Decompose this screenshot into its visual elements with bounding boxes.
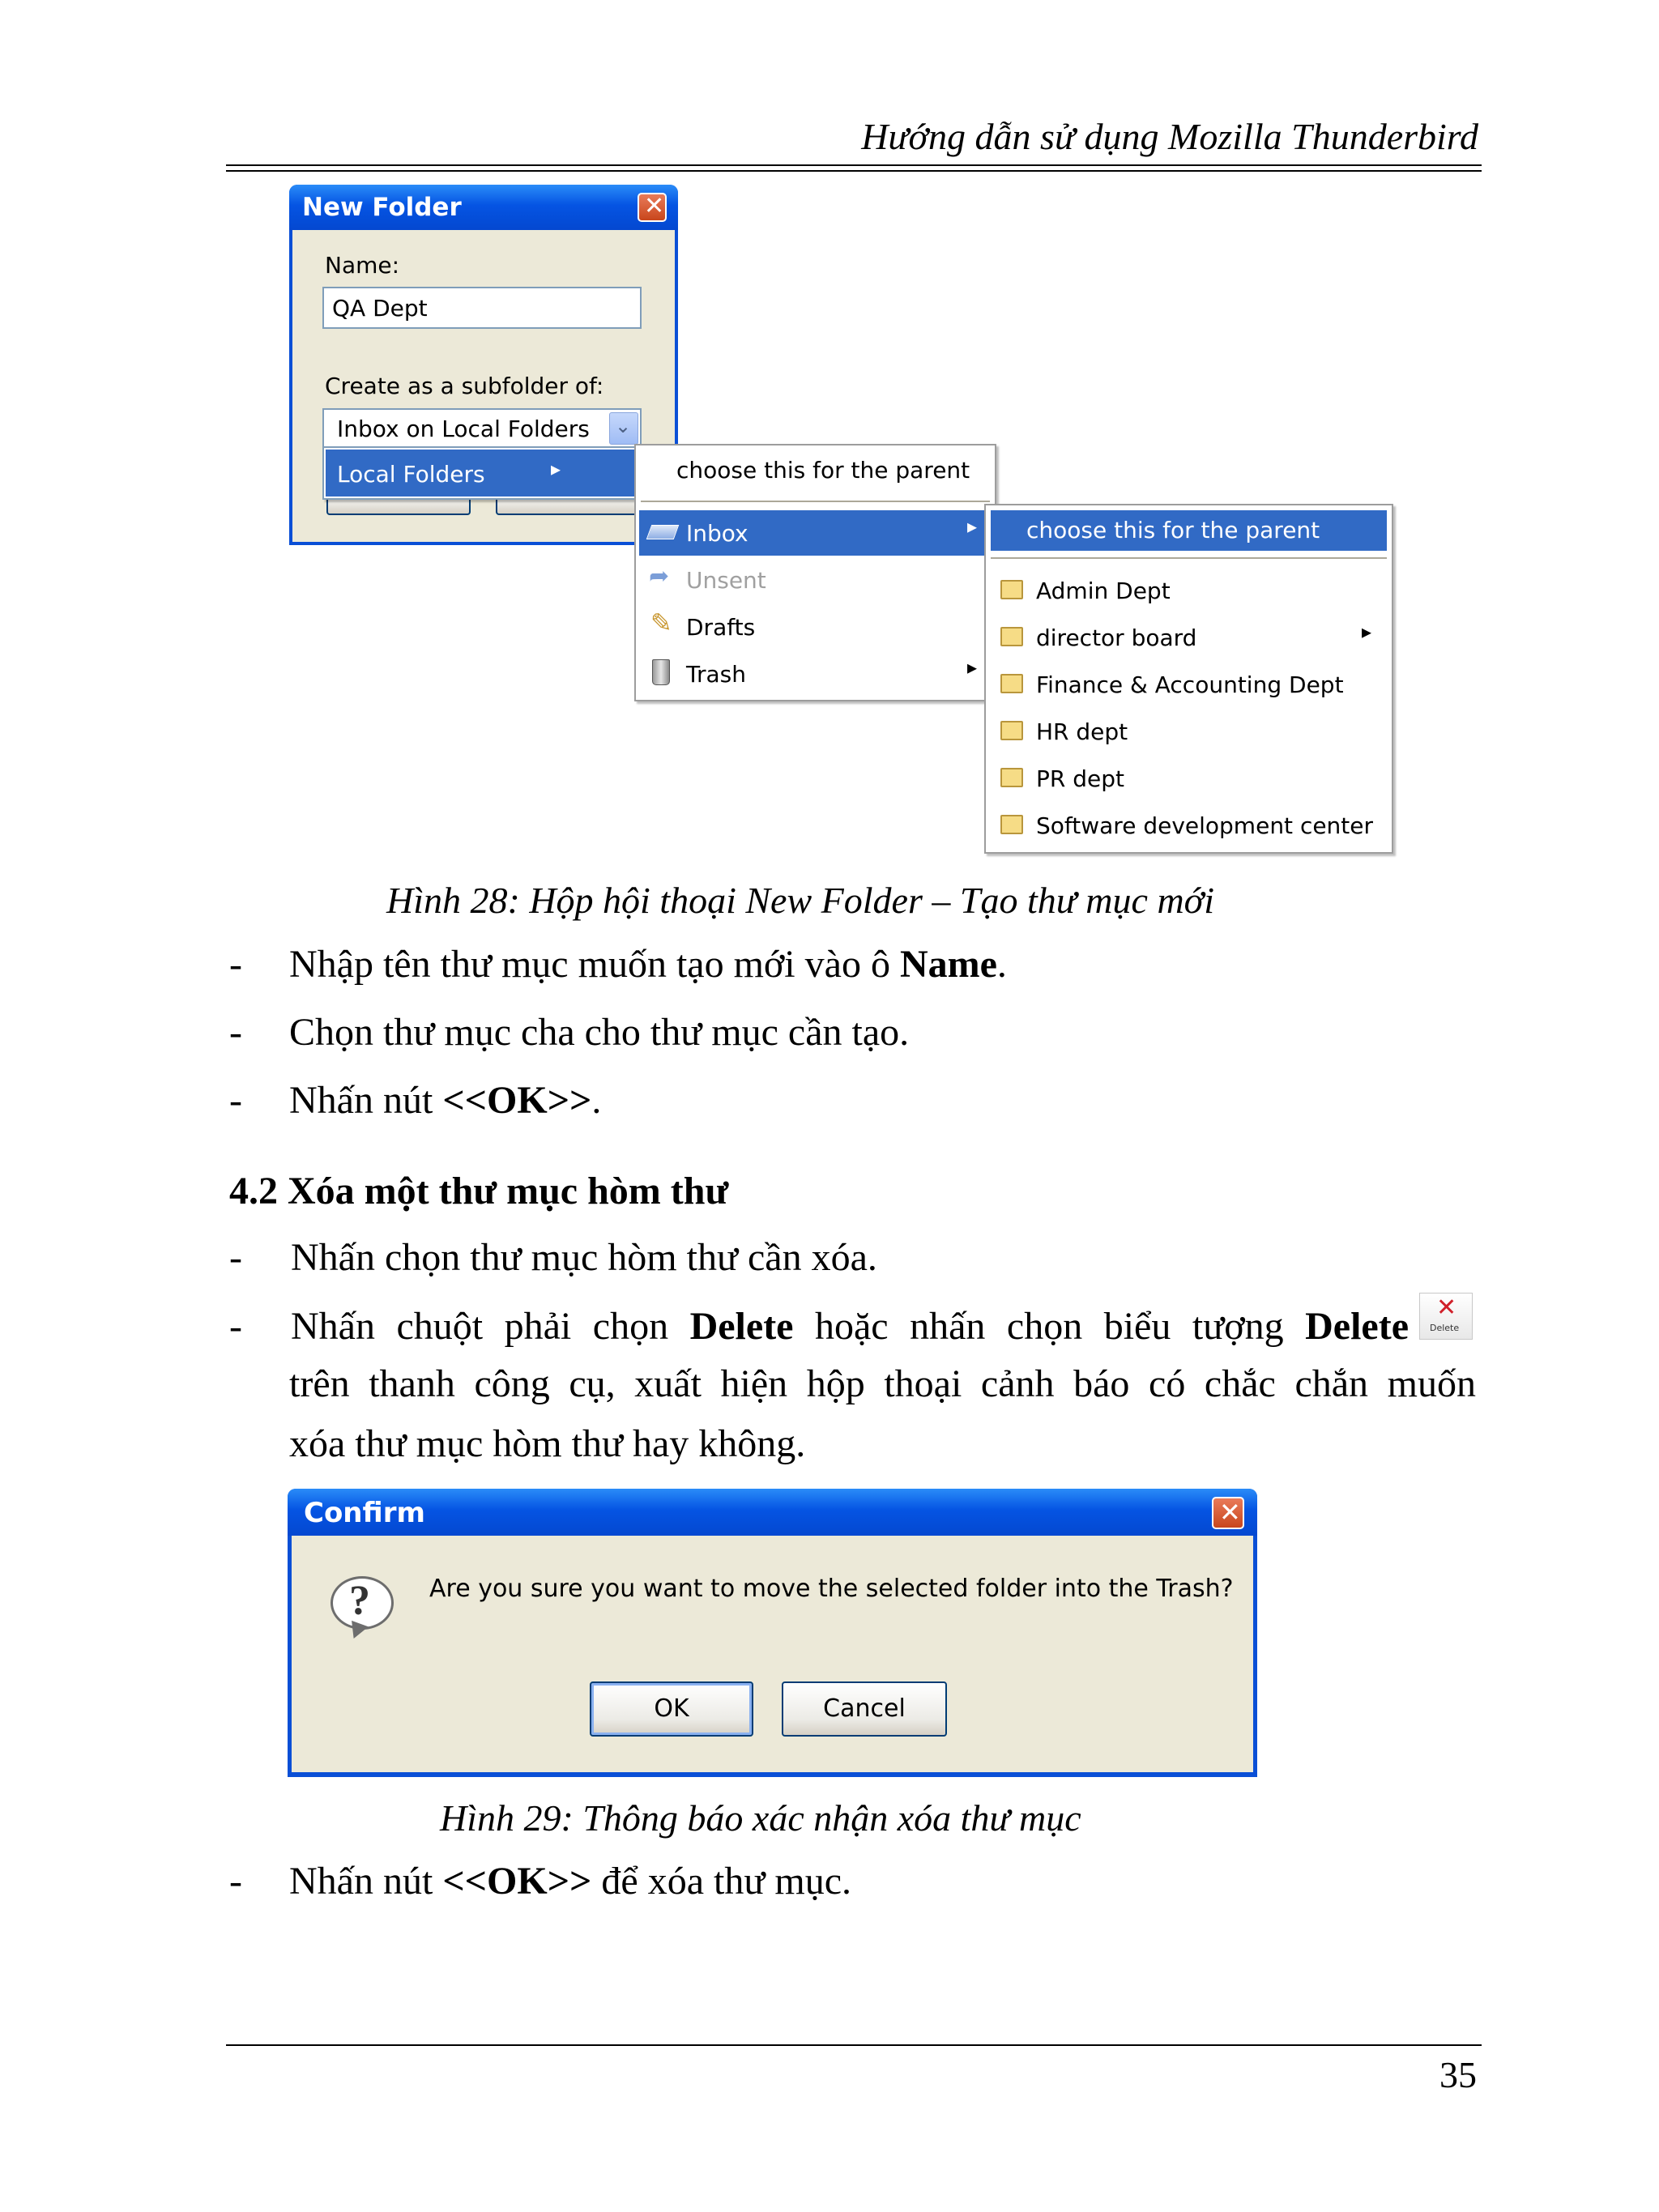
menu-separator (991, 557, 1387, 559)
menu-item-label: PR dept (1036, 765, 1124, 792)
step-text: Nhấn nút (289, 1079, 443, 1122)
step-text: Nhấn chuột phải chọn (291, 1305, 690, 1348)
confirm-message: Are you sure you want to move the selected folder into the Trash? (429, 1575, 1234, 1603)
menu-item-label: Trash (686, 661, 746, 688)
step-text: hoặc nhấn chọn biểu tượng (793, 1305, 1306, 1348)
step-press-ok (289, 1078, 601, 1123)
step-text-end: . (591, 1079, 602, 1122)
step-enter-name (289, 942, 1007, 987)
menu-item-finance-dept[interactable] (989, 663, 1388, 708)
dialog-title: New Folder (302, 193, 462, 222)
parent-folder-select[interactable] (322, 408, 642, 449)
name-label: Name: (325, 252, 400, 279)
menu-item-trash[interactable] (639, 651, 992, 697)
delete-icon-label: Delete (1430, 1323, 1460, 1333)
folder-menu-level-3 (984, 504, 1393, 854)
step-bold: <<OK>> (442, 1860, 592, 1903)
question-mark: ? (349, 1578, 370, 1624)
confirm-dialog (288, 1489, 1257, 1777)
chevron-down-icon: ⌄ (615, 416, 632, 437)
step-choose-parent: Chọn thư mục cha cho thư mục cần tạo. (289, 1011, 910, 1054)
step-select-folder: Nhấn chọn thư mục hòm thư cần xóa. (291, 1236, 877, 1279)
menu-item-label: HR dept (1036, 718, 1128, 745)
menu-item-label: Admin Dept (1036, 578, 1171, 604)
step-delete-line2: trên thanh công cụ, xuất hiện hộp thoại cảnh báo có chắc chắn muốn (289, 1362, 1476, 1405)
footer-rule (226, 2044, 1482, 2046)
menu-item-local-folders[interactable] (326, 450, 637, 497)
ok-button-label: OK (654, 1694, 689, 1723)
folder-menu-level-2 (634, 444, 996, 701)
parent-folder-select-value: Inbox on Local Folders (337, 416, 590, 442)
header-rule (226, 164, 1482, 166)
menu-item-director-board[interactable] (989, 616, 1388, 661)
dialog-title-bar (288, 1489, 1257, 1536)
step-final-ok (289, 1859, 851, 1903)
cancel-button-label: Cancel (823, 1694, 906, 1723)
close-icon: ✕ (644, 192, 665, 220)
menu-item-inbox[interactable] (639, 510, 992, 556)
submenu-arrow-icon: ▸ (551, 458, 561, 480)
dialog-title: Confirm (304, 1497, 425, 1529)
name-input[interactable] (322, 287, 642, 329)
folder-icon (1000, 815, 1023, 834)
figure-28-caption: Hình 28: Hộp hội thoại New Folder – Tạo thư mục mới (386, 880, 1214, 921)
menu-item-software-center[interactable] (989, 803, 1388, 849)
section-heading: 4.2 Xóa một thư mục hòm thư (229, 1170, 729, 1213)
bullet-dash: - (229, 1860, 242, 1903)
menu-item-label: Unsent (686, 567, 766, 594)
pencil-icon: ✎ (650, 607, 672, 638)
question-icon (331, 1576, 394, 1630)
menu-item-label: Inbox (686, 520, 748, 547)
step-text-end: . (996, 943, 1007, 986)
step-delete-line1 (291, 1304, 1409, 1349)
menu-item-drafts[interactable] (639, 604, 992, 650)
page-number: 35 (1439, 2054, 1477, 2095)
bullet-dash: - (229, 1079, 242, 1122)
step-bold: Name (899, 943, 997, 986)
page-header-title: Hướng dẫn sử dụng Mozilla Thunderbird (861, 116, 1478, 157)
delete-x-icon: ✕ (1436, 1294, 1457, 1322)
subfolder-label: Create as a subfolder of: (325, 373, 604, 399)
menu-item-label: Software development center (1036, 812, 1374, 839)
menu-item-label: choose this for the parent (676, 457, 970, 484)
delete-toolbar-icon (1419, 1293, 1473, 1340)
submenu-arrow-icon: ▸ (1362, 620, 1372, 643)
folder-icon (1000, 721, 1023, 740)
close-button[interactable] (1212, 1497, 1244, 1529)
step-delete-line3: xóa thư mục hòm thư hay không. (289, 1422, 806, 1465)
name-input-value: QA Dept (332, 295, 428, 322)
figure-29-caption: Hình 29: Thông báo xác nhận xóa thư mục (440, 1797, 1081, 1839)
folder-icon (1000, 627, 1023, 646)
menu-item-admin-dept[interactable] (989, 569, 1388, 614)
menu-item-hr-dept[interactable] (989, 710, 1388, 755)
header-rule-double (226, 170, 1482, 172)
bullet-dash: - (229, 1305, 242, 1348)
folder-menu-level-1 (322, 446, 640, 500)
submenu-arrow-icon: ▸ (967, 656, 978, 679)
menu-item-choose-parent[interactable] (636, 445, 995, 501)
send-arrow-icon: ➦ (649, 562, 670, 590)
step-bold: Delete (1305, 1305, 1410, 1348)
menu-item-label: Drafts (686, 614, 756, 641)
menu-item-label: director board (1036, 624, 1197, 651)
menu-item-pr-dept[interactable] (989, 757, 1388, 802)
step-bold: Delete (689, 1305, 794, 1348)
close-icon: ✕ (1219, 1497, 1241, 1528)
bullet-dash: - (229, 1236, 242, 1279)
trash-icon (652, 659, 670, 685)
step-bold: <<OK>> (442, 1079, 592, 1122)
step-text: Nhấn nút (289, 1860, 443, 1903)
menu-item-unsent (639, 557, 992, 603)
dropdown-button[interactable] (609, 412, 638, 445)
close-button[interactable] (638, 193, 667, 222)
inbox-icon (646, 525, 680, 539)
cancel-button[interactable] (782, 1681, 947, 1737)
menu-separator (641, 501, 990, 502)
menu-item-label: Finance & Accounting Dept (1036, 671, 1344, 698)
menu-item-label: Local Folders (337, 461, 485, 488)
step-text-end: để xóa thư mục. (591, 1860, 851, 1903)
ok-button[interactable] (590, 1681, 753, 1737)
step-text: Nhập tên thư mục muốn tạo mới vào ô (289, 943, 900, 986)
folder-icon (1000, 768, 1023, 787)
bullet-dash: - (229, 943, 242, 986)
dialog-body (292, 1536, 1253, 1772)
menu-item-choose-parent[interactable] (991, 510, 1387, 551)
bullet-dash: - (229, 1011, 242, 1054)
submenu-arrow-icon: ▸ (967, 515, 978, 538)
menu-item-label: choose this for the parent (1026, 517, 1320, 543)
dialog-title-bar (289, 185, 678, 230)
folder-icon (1000, 674, 1023, 693)
folder-icon (1000, 580, 1023, 599)
